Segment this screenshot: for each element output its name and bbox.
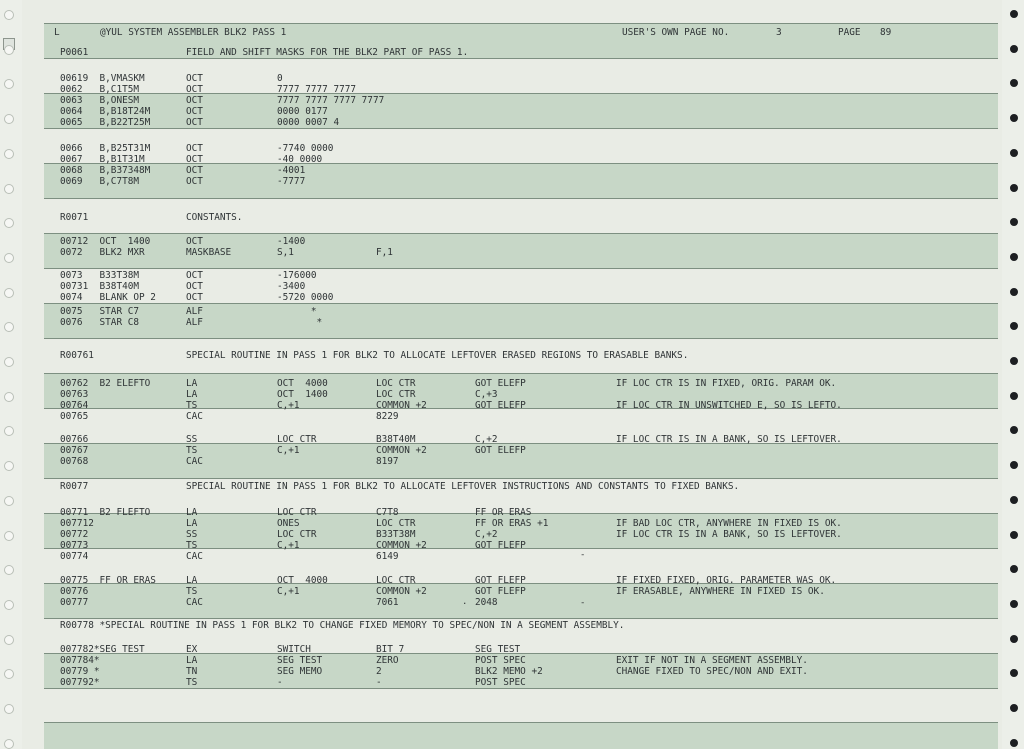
tractor-hole-icon: [1010, 392, 1018, 400]
listing-field: SWITCH: [277, 644, 311, 655]
tractor-hole-icon: [4, 288, 14, 298]
tractor-hole-icon: [1010, 253, 1018, 261]
listing-field: FF OR ERAS +1: [475, 518, 549, 529]
listing-field: IF LOC CTR IS IN A BANK, SO IS LEFTOVER.: [616, 434, 842, 445]
listing-field: SS: [186, 434, 198, 445]
listing-field: GOT ELEFP: [475, 445, 526, 456]
listing-field: 8197: [376, 456, 399, 467]
listing-field: COMMON +2: [376, 400, 427, 411]
listing-field: SEG TEST: [277, 655, 323, 666]
listing-field: TN: [186, 666, 198, 677]
listing-field: -4001: [277, 165, 306, 176]
listing-label: 0063 B,ONESM: [60, 95, 140, 106]
listing-field: 0000 0007 4: [277, 117, 340, 128]
listing-field: C,+2: [475, 434, 498, 445]
tractor-hole-icon: [4, 704, 14, 714]
tractor-hole-icon: [1010, 45, 1018, 53]
header-user-page-number: 3: [776, 27, 782, 38]
listing-label: 00777: [60, 597, 89, 608]
listing-label: 0064 B,B18T24M: [60, 106, 151, 117]
listing-field: LA: [186, 378, 198, 389]
listing-field: POST SPEC: [475, 655, 526, 666]
listing-field: C,+3: [475, 389, 498, 400]
listing-field: C,+1: [277, 445, 300, 456]
listing-label: 007784*: [60, 655, 100, 666]
listing-field: F,1: [376, 247, 393, 258]
listing-label: 00712 OCT 1400: [60, 236, 151, 247]
listing-field: OCT: [186, 292, 203, 303]
listing-field: LA: [186, 655, 198, 666]
listing-label: 00776: [60, 586, 89, 597]
listing-field: TS: [186, 400, 198, 411]
listing-field: GOT ELEFP: [475, 378, 526, 389]
listing-field: -: [277, 677, 283, 688]
tractor-hole-icon: [1010, 531, 1018, 539]
listing-field: SPECIAL ROUTINE IN PASS 1 FOR BLK2 TO ALLOCATE LEFTOVER INSTRUCTIONS AND CONSTANTS TO FIXED BANKS.: [186, 481, 740, 492]
listing-field: EXIT IF NOT IN A SEGMENT ASSEMBLY.: [616, 655, 808, 666]
listing-field: OCT: [186, 154, 203, 165]
listing-field: SPECIAL ROUTINE IN PASS 1 FOR BLK2 TO ALLOCATE LEFTOVER ERASED REGIONS TO ERASABLE BANKS.: [186, 350, 689, 361]
tractor-hole-icon: [1010, 496, 1018, 504]
header-page-number: 89: [880, 27, 892, 38]
listing-field: OCT: [186, 143, 203, 154]
listing-field: 0000 0177: [277, 106, 328, 117]
tractor-hole-icon: [1010, 184, 1018, 192]
tractor-hole-icon: [4, 357, 14, 367]
listing-label: 007782*SEG TEST: [60, 644, 145, 655]
listing-field: OCT: [186, 165, 203, 176]
listing-field: LOC CTR: [376, 575, 416, 586]
listing-field: IF LOC CTR IS IN A BANK, SO IS LEFTOVER.: [616, 529, 842, 540]
tractor-hole-icon: [4, 10, 14, 20]
listing-field: GOT FLEFP: [475, 575, 526, 586]
stray-mark: -: [580, 598, 586, 608]
listing-label: 00762 B2 ELEFTO: [60, 378, 151, 389]
listing-label: 0067 B,B1T31M: [60, 154, 145, 165]
listing-field: OCT 4000: [277, 378, 328, 389]
listing-field: -7777: [277, 176, 306, 187]
listing-label: 00779 *: [60, 666, 100, 677]
listing-field: OCT: [186, 84, 203, 95]
listing-label: 00772: [60, 529, 89, 540]
listing-field: C7T8: [376, 507, 399, 518]
listing-field: ALF: [186, 306, 203, 317]
listing-field: LOC CTR: [277, 434, 317, 445]
listing-label: R00778 *SPECIAL ROUTINE IN PASS 1 FOR BLK2 TO CHANGE FIXED MEMORY TO SPEC/NON IN A SEGMENT ASSEMBLY.: [60, 620, 625, 631]
listing-field: EX: [186, 644, 198, 655]
listing-field: TS: [186, 586, 198, 597]
listing-label: 0073 B33T38M: [60, 270, 140, 281]
tractor-hole-icon: [4, 531, 14, 541]
listing-label: 00731 B38T40M: [60, 281, 140, 292]
listing-field: SEG TEST: [475, 644, 521, 655]
listing-label: 00619 B,VMASKM: [60, 73, 145, 84]
listing-field: C,+1: [277, 400, 300, 411]
band-rule: [44, 23, 998, 24]
listing-field: 0: [277, 73, 283, 84]
listing-label: 00774: [60, 551, 89, 562]
listing-field: IF FIXED FIXED, ORIG. PARAMETER WAS OK.: [616, 575, 837, 586]
listing-field: LA: [186, 575, 198, 586]
tractor-hole-icon: [4, 253, 14, 263]
listing-field: SEG MEMO: [277, 666, 323, 677]
band-rule: [44, 233, 998, 234]
listing-label: 0062 B,C1T5M: [60, 84, 140, 95]
listing-label: 00771 B2 FLEFTO: [60, 507, 151, 518]
listing-field: FIELD AND SHIFT MASKS FOR THE BLK2 PART OF PASS 1.: [186, 47, 469, 58]
listing-field: 6149: [376, 551, 399, 562]
listing-field: BLK2 MEMO +2: [475, 666, 543, 677]
listing-field: ONES: [277, 518, 300, 529]
listing-field: COMMON +2: [376, 445, 427, 456]
band-rule: [44, 338, 998, 339]
listing-field: -1400: [277, 236, 306, 247]
listing-field: 2048: [475, 597, 498, 608]
band-rule: [44, 303, 998, 304]
band-rule: [44, 198, 998, 199]
listing-field: OCT: [186, 95, 203, 106]
listing-field: 2: [376, 666, 382, 677]
tractor-hole-icon: [1010, 704, 1018, 712]
band-rule: [44, 688, 998, 689]
tractor-hole-icon: [4, 392, 14, 402]
listing-field: 7061: [376, 597, 399, 608]
listing-field: -: [376, 677, 382, 688]
listing-field: TS: [186, 677, 198, 688]
listing-label: 00767: [60, 445, 89, 456]
listing-label: 0065 B,B22T25M: [60, 117, 151, 128]
band-rule: [44, 618, 998, 619]
tractor-hole-icon: [4, 496, 14, 506]
listing-field: IF LOC CTR IN UNSWITCHED E, SO IS LEFTO.: [616, 400, 842, 411]
listing-label: 00766: [60, 434, 89, 445]
tractor-hole-icon: [4, 184, 14, 194]
listing-label: 00775 FF OR ERAS: [60, 575, 156, 586]
tractor-hole-icon: [1010, 635, 1018, 643]
listing-field: SS: [186, 529, 198, 540]
listing-label: 0069 B,C7T8M: [60, 176, 140, 187]
listing-field: OCT 1400: [277, 389, 328, 400]
tractor-hole-icon: [1010, 149, 1018, 157]
band-rule: [44, 373, 998, 374]
tractor-hole-icon: [1010, 10, 1018, 18]
listing-field: LOC CTR: [376, 389, 416, 400]
band-rule: [44, 268, 998, 269]
listing-field: 7777 7777 7777: [277, 84, 357, 95]
listing-field: ZERO: [376, 655, 399, 666]
listing-field: OCT: [186, 176, 203, 187]
listing-field: CAC: [186, 551, 203, 562]
listing-field: S,1: [277, 247, 294, 258]
listing-field: CHANGE FIXED TO SPEC/NON AND EXIT.: [616, 666, 808, 677]
listing-field: LOC CTR: [376, 518, 416, 529]
band-rule: [44, 722, 998, 723]
listing-field: POST SPEC: [475, 677, 526, 688]
tractor-hole-icon: [4, 739, 14, 749]
tractor-hole-icon: [4, 635, 14, 645]
stray-mark: -: [580, 550, 586, 560]
listing-field: OCT: [186, 106, 203, 117]
listing-field: 7777 7777 7777 7777: [277, 95, 385, 106]
listing-field: -5720 0000: [277, 292, 334, 303]
listing-label: 0075 STAR C7: [60, 306, 140, 317]
header-left-code: L: [54, 27, 60, 38]
listing-field: C,+1: [277, 586, 300, 597]
listing-field: OCT 4000: [277, 575, 328, 586]
stray-mark: .: [462, 597, 468, 607]
listing-label: 00764: [60, 400, 89, 411]
listing-label: 00768: [60, 456, 89, 467]
listing-label: 00773: [60, 540, 89, 551]
listing-field: LA: [186, 518, 198, 529]
listing-field: LA: [186, 507, 198, 518]
listing-field: 8229: [376, 411, 399, 422]
listing-field: LOC CTR: [376, 378, 416, 389]
listing-field: B38T40M: [376, 434, 416, 445]
listing-field: CAC: [186, 411, 203, 422]
listing-field: FF OR ERAS: [475, 507, 532, 518]
listing-field: OCT: [186, 236, 203, 247]
listing-field: CAC: [186, 597, 203, 608]
listing-label: R0077: [60, 481, 89, 492]
listing-field: ALF: [186, 317, 203, 328]
listing-label: P0061: [60, 47, 89, 58]
listing-field: LOC CTR: [277, 529, 317, 540]
listing-field: -40 0000: [277, 154, 323, 165]
listing-field: IF LOC CTR IS IN FIXED, ORIG. PARAM OK.: [616, 378, 837, 389]
tractor-hole-icon: [1010, 739, 1018, 747]
listing-label: 00763: [60, 389, 89, 400]
header-page-label: PAGE: [838, 27, 861, 38]
listing-field: CAC: [186, 456, 203, 467]
listing-field: MASKBASE: [186, 247, 232, 258]
listing-field: OCT: [186, 73, 203, 84]
listing-field: LOC CTR: [277, 507, 317, 518]
band-rule: [44, 58, 998, 59]
listing-field: GOT FLEFP: [475, 586, 526, 597]
listing-label: R00761: [60, 350, 94, 361]
listing-field: OCT: [186, 117, 203, 128]
listing-field: -7740 0000: [277, 143, 334, 154]
listing-field: C,+1: [277, 540, 300, 551]
listing-field: GOT FLEFP: [475, 540, 526, 551]
tractor-hole-icon: [4, 45, 14, 55]
listing-field: GOT ELEFP: [475, 400, 526, 411]
listing-field: OCT: [186, 270, 203, 281]
listing-label: 007712: [60, 518, 94, 529]
listing-field: -176000: [277, 270, 317, 281]
listing-label: R0071: [60, 212, 89, 223]
listing-field: IF ERASABLE, ANYWHERE IN FIXED IS OK.: [616, 586, 825, 597]
listing-field: LA: [186, 389, 198, 400]
listing-field: COMMON +2: [376, 586, 427, 597]
tractor-hole-icon: [1010, 288, 1018, 296]
listing-label: 0072 BLK2 MXR: [60, 247, 145, 258]
listing-field: TS: [186, 445, 198, 456]
tractor-hole-icon: [4, 600, 14, 610]
listing-label: 0074 BLANK OP 2: [60, 292, 156, 303]
header-system-title: @YUL SYSTEM ASSEMBLER BLK2 PASS 1: [100, 27, 287, 38]
band-rule: [44, 478, 998, 479]
listing-field: C,+2: [475, 529, 498, 540]
listing-field: BIT 7: [376, 644, 405, 655]
listing-field: OCT: [186, 281, 203, 292]
listing-field: IF BAD LOC CTR, ANYWHERE IN FIXED IS OK.: [616, 518, 842, 529]
listing-field: COMMON +2: [376, 540, 427, 551]
listing-label: 007792*: [60, 677, 100, 688]
listing-label: 0068 B,B37348M: [60, 165, 151, 176]
band-rule: [44, 128, 998, 129]
tractor-hole-icon: [4, 149, 14, 159]
listing-field: TS: [186, 540, 198, 551]
green-band: [44, 722, 998, 749]
header-user-page-label: USER'S OWN PAGE NO.: [622, 27, 730, 38]
listing-field: B33T38M: [376, 529, 416, 540]
listing-field: *: [277, 306, 317, 317]
listing-field: -3400: [277, 281, 306, 292]
listing-label: 0066 B,B25T31M: [60, 143, 151, 154]
listing-label: 00765: [60, 411, 89, 422]
tractor-hole-icon: [1010, 600, 1018, 608]
tractor-hole-icon: [1010, 357, 1018, 365]
listing-field: *: [277, 317, 323, 328]
listing-label: 0076 STAR C8: [60, 317, 140, 328]
listing-field: CONSTANTS.: [186, 212, 243, 223]
